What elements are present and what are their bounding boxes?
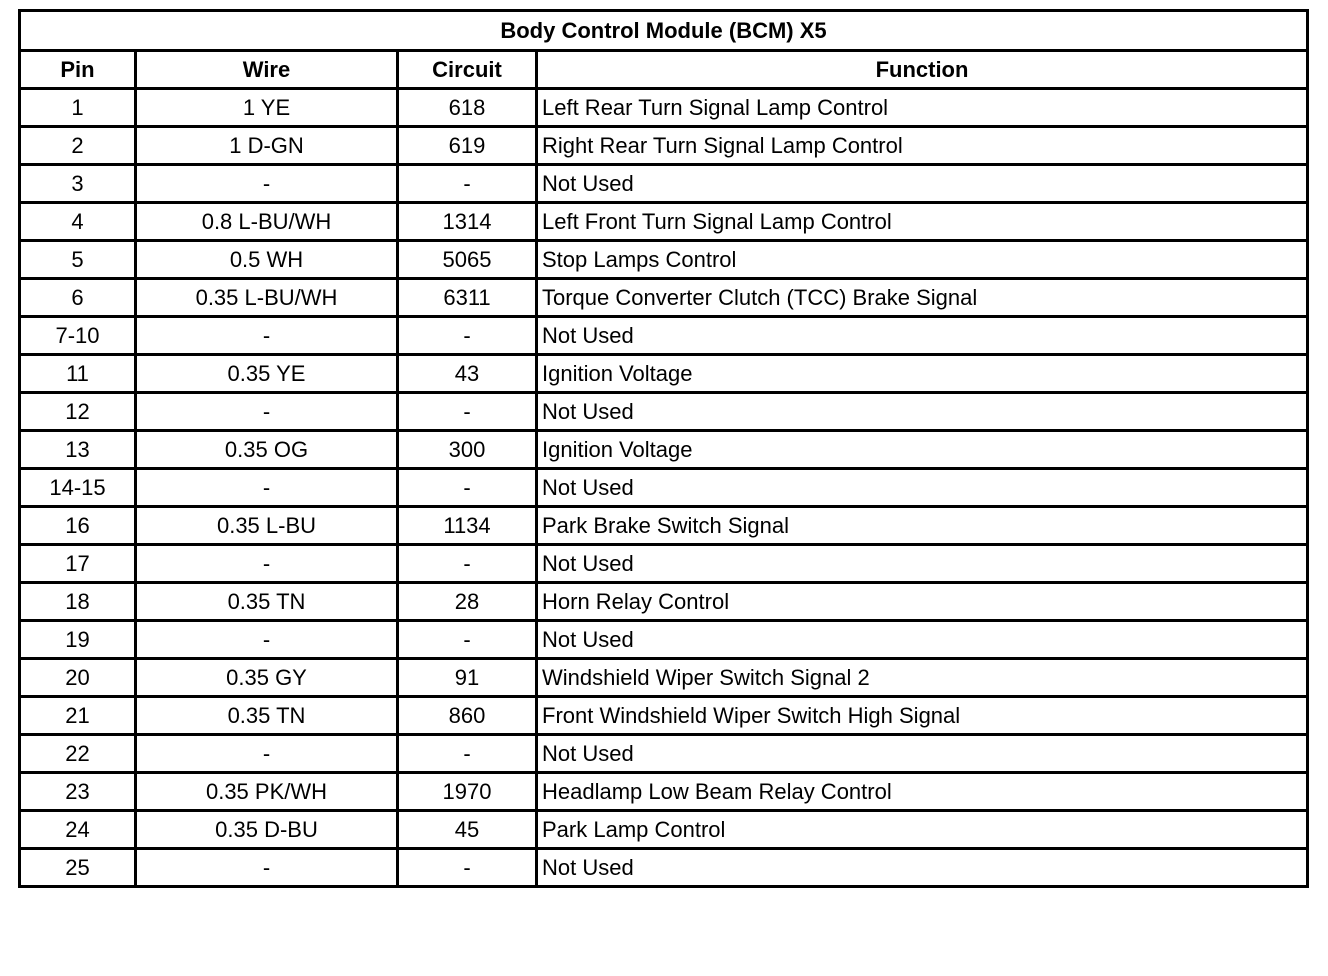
circuit-cell: 1970 <box>398 773 537 811</box>
table-row <box>20 241 1308 279</box>
pin-cell: 1 <box>20 89 136 127</box>
circuit-cell: 1314 <box>398 203 537 241</box>
table-row <box>20 431 1308 469</box>
pin-cell: 14-15 <box>20 469 136 507</box>
circuit-cell: 6311 <box>398 279 537 317</box>
wire-cell: 1 YE <box>136 89 398 127</box>
circuit-cell: 300 <box>398 431 537 469</box>
circuit-cell: - <box>398 735 537 773</box>
circuit-cell: - <box>398 393 537 431</box>
function-cell: Not Used <box>537 393 1308 431</box>
pin-cell: 19 <box>20 621 136 659</box>
function-cell: Park Brake Switch Signal <box>537 507 1308 545</box>
pin-cell: 13 <box>20 431 136 469</box>
wire-cell: - <box>136 545 398 583</box>
wire-cell: 0.35 OG <box>136 431 398 469</box>
function-cell: Not Used <box>537 317 1308 355</box>
title-row <box>20 11 1308 51</box>
header-function: Function <box>537 51 1308 89</box>
pin-cell: 25 <box>20 849 136 887</box>
header-row <box>20 51 1308 89</box>
table-row <box>20 317 1308 355</box>
table-row <box>20 735 1308 773</box>
function-cell: Not Used <box>537 545 1308 583</box>
circuit-cell: 45 <box>398 811 537 849</box>
table-row <box>20 279 1308 317</box>
pin-cell: 5 <box>20 241 136 279</box>
table-row <box>20 127 1308 165</box>
pin-cell: 3 <box>20 165 136 203</box>
wire-cell: 0.35 GY <box>136 659 398 697</box>
circuit-cell: - <box>398 545 537 583</box>
function-cell: Windshield Wiper Switch Signal 2 <box>537 659 1308 697</box>
circuit-cell: 619 <box>398 127 537 165</box>
table-row <box>20 203 1308 241</box>
circuit-cell: 43 <box>398 355 537 393</box>
wire-cell: 0.35 L-BU/WH <box>136 279 398 317</box>
function-cell: Headlamp Low Beam Relay Control <box>537 773 1308 811</box>
table-row <box>20 89 1308 127</box>
wire-cell: 0.5 WH <box>136 241 398 279</box>
header-circuit: Circuit <box>398 51 537 89</box>
pin-cell: 24 <box>20 811 136 849</box>
pin-cell: 11 <box>20 355 136 393</box>
table-row <box>20 659 1308 697</box>
pin-cell: 22 <box>20 735 136 773</box>
pin-cell: 6 <box>20 279 136 317</box>
table-row <box>20 545 1308 583</box>
function-cell: Left Rear Turn Signal Lamp Control <box>537 89 1308 127</box>
wire-cell: 0.35 YE <box>136 355 398 393</box>
table-row <box>20 811 1308 849</box>
wire-cell: - <box>136 393 398 431</box>
function-cell: Not Used <box>537 165 1308 203</box>
wire-cell: 0.35 TN <box>136 583 398 621</box>
wire-cell: - <box>136 165 398 203</box>
function-cell: Front Windshield Wiper Switch High Signal <box>537 697 1308 735</box>
header-pin: Pin <box>20 51 136 89</box>
table-row <box>20 583 1308 621</box>
pin-cell: 4 <box>20 203 136 241</box>
table-row <box>20 393 1308 431</box>
function-cell: Horn Relay Control <box>537 583 1308 621</box>
function-cell: Not Used <box>537 849 1308 887</box>
wire-cell: 1 D-GN <box>136 127 398 165</box>
function-cell: Not Used <box>537 621 1308 659</box>
pin-cell: 2 <box>20 127 136 165</box>
pin-cell: 23 <box>20 773 136 811</box>
circuit-cell: - <box>398 469 537 507</box>
table-row <box>20 773 1308 811</box>
wire-cell: 0.35 D-BU <box>136 811 398 849</box>
circuit-cell: 28 <box>398 583 537 621</box>
header-wire: Wire <box>136 51 398 89</box>
circuit-cell: - <box>398 165 537 203</box>
wire-cell: 0.8 L-BU/WH <box>136 203 398 241</box>
function-cell: Not Used <box>537 469 1308 507</box>
table-row <box>20 849 1308 887</box>
table-title: Body Control Module (BCM) X5 <box>20 11 1308 51</box>
circuit-cell: - <box>398 621 537 659</box>
table-body <box>20 89 1308 887</box>
circuit-cell: - <box>398 849 537 887</box>
wire-cell: - <box>136 469 398 507</box>
function-cell: Ignition Voltage <box>537 355 1308 393</box>
connector-pinout-table <box>18 9 1309 888</box>
function-cell: Right Rear Turn Signal Lamp Control <box>537 127 1308 165</box>
wire-cell: - <box>136 735 398 773</box>
table-row <box>20 355 1308 393</box>
wire-cell: 0.35 TN <box>136 697 398 735</box>
circuit-cell: - <box>398 317 537 355</box>
circuit-cell: 618 <box>398 89 537 127</box>
pin-cell: 17 <box>20 545 136 583</box>
pin-cell: 12 <box>20 393 136 431</box>
table-row <box>20 469 1308 507</box>
wire-cell: 0.35 L-BU <box>136 507 398 545</box>
function-cell: Not Used <box>537 735 1308 773</box>
pin-cell: 18 <box>20 583 136 621</box>
circuit-cell: 860 <box>398 697 537 735</box>
pin-cell: 20 <box>20 659 136 697</box>
table-row <box>20 697 1308 735</box>
pin-cell: 7-10 <box>20 317 136 355</box>
function-cell: Stop Lamps Control <box>537 241 1308 279</box>
function-cell: Torque Converter Clutch (TCC) Brake Signal <box>537 279 1308 317</box>
wire-cell: - <box>136 849 398 887</box>
table-row <box>20 621 1308 659</box>
circuit-cell: 1134 <box>398 507 537 545</box>
table-row <box>20 165 1308 203</box>
wire-cell: - <box>136 317 398 355</box>
wire-cell: 0.35 PK/WH <box>136 773 398 811</box>
pin-cell: 21 <box>20 697 136 735</box>
pin-cell: 16 <box>20 507 136 545</box>
table-row <box>20 507 1308 545</box>
circuit-cell: 91 <box>398 659 537 697</box>
circuit-cell: 5065 <box>398 241 537 279</box>
function-cell: Left Front Turn Signal Lamp Control <box>537 203 1308 241</box>
wire-cell: - <box>136 621 398 659</box>
function-cell: Ignition Voltage <box>537 431 1308 469</box>
function-cell: Park Lamp Control <box>537 811 1308 849</box>
